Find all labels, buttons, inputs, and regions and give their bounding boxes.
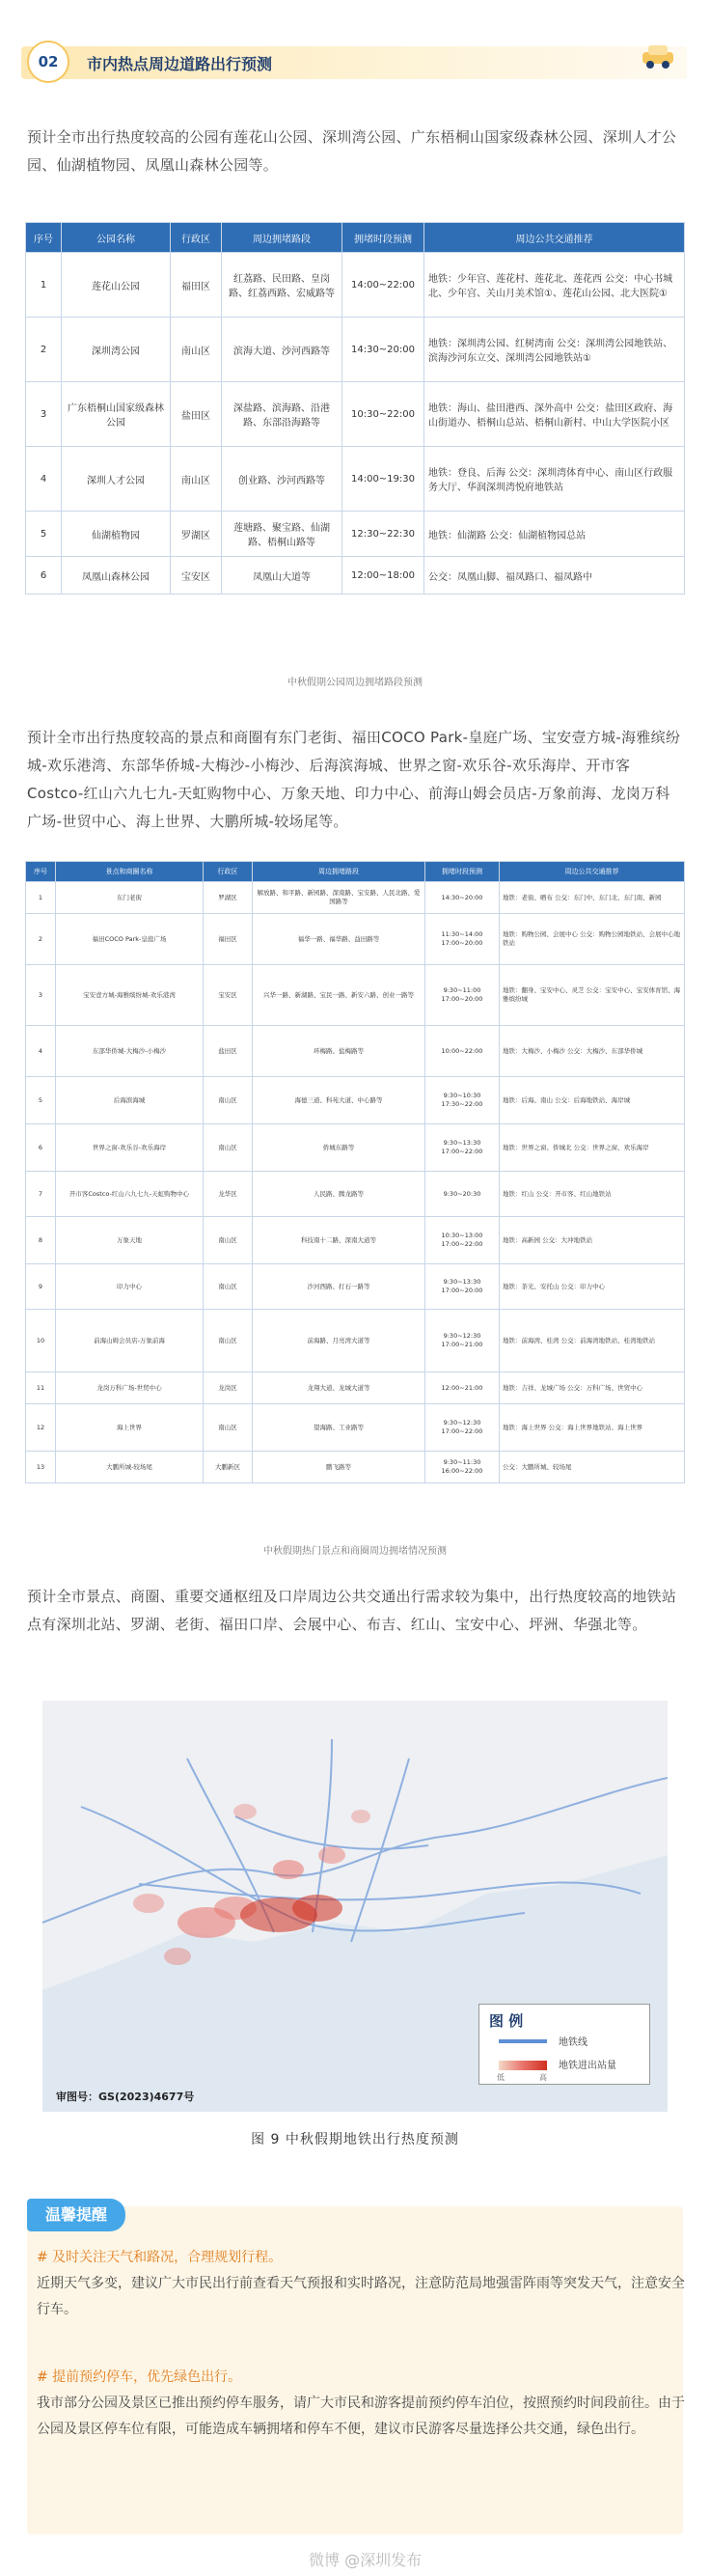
table-caption: 中秋假期热门景点和商圈周边拥堵情况预测	[263, 1546, 447, 1557]
col-header: 行政区	[204, 862, 253, 882]
metro-line-swatch	[499, 2039, 547, 2043]
table-row	[26, 1310, 685, 1372]
cell: 福田区	[204, 914, 253, 965]
table-header-row	[26, 862, 685, 882]
cell: 地铁：海上世界 公交：海上世界地铁站、海上世界	[500, 1404, 685, 1452]
watermark: 微博 @深圳发布	[309, 2551, 423, 2569]
cell: 7	[26, 1172, 56, 1217]
table-row	[26, 557, 685, 595]
cell: 9	[26, 1264, 56, 1310]
cell: 南山区	[204, 1264, 253, 1310]
cell: 8	[26, 1217, 56, 1264]
cell: 地铁：红山 公交：开市客、红山地铁站	[500, 1172, 685, 1217]
cell: 宝安区	[204, 965, 253, 1026]
section-header	[21, 41, 687, 85]
table-row	[26, 382, 685, 447]
map-approval-number: 审图号：GS(2023)4677号	[56, 2091, 195, 2103]
map-legend	[478, 2004, 650, 2085]
cell: 9:30~20:30	[425, 1172, 500, 1217]
col-header: 拥堵时段预测	[425, 862, 500, 882]
cell: 1	[26, 253, 62, 318]
table-header-row	[26, 223, 685, 253]
cell: 14:30~20:00	[425, 882, 500, 914]
cell: 4	[26, 1026, 56, 1077]
cell: 滨海大道、沙河西路等	[222, 318, 342, 382]
map-caption: 图 9 中秋假期地铁出行热度预测	[251, 2132, 459, 2147]
table-row	[26, 1077, 685, 1124]
cell: 凤凰山大道等	[222, 557, 342, 595]
metro-heat-map	[42, 1701, 668, 2112]
cell: 莲塘路、聚宝路、仙湖路、梧桐山路等	[222, 512, 342, 557]
table-row	[26, 1217, 685, 1264]
cell: 红荔路、民田路、皇岗路、红荔西路、宏威路等	[222, 253, 342, 318]
cell: 宝安区	[171, 557, 222, 595]
cell: 3	[26, 382, 62, 447]
cell: 人民路、腾龙路等	[253, 1172, 425, 1217]
cell: 科技南十二路、深南大道等	[253, 1217, 425, 1264]
cell: 10	[26, 1310, 56, 1372]
cell: 仙湖植物园	[62, 512, 171, 557]
cell: 地铁：深圳湾公园、红树湾南 公交：深圳湾公园地铁站、滨海沙河东立交、深圳湾公园地铁站①	[424, 318, 685, 382]
col-header: 序号	[26, 862, 56, 882]
table-row	[26, 1026, 685, 1077]
cell: 大鹏所城-较场尾	[56, 1452, 204, 1483]
cell: 5	[26, 512, 62, 557]
cell: 地铁：后海、南山 公交：后海地铁站、海岸城	[500, 1077, 685, 1124]
cell: 广东梧桐山国家级森林公园	[62, 382, 171, 447]
cell: 开市客Costco-红山六九七九-天虹购物中心	[56, 1172, 204, 1217]
cell: 地铁：世界之窗、侨城北 公交：世界之窗、欢乐海岸	[500, 1124, 685, 1172]
cell: 11:30~14:00 17:00~20:00	[425, 914, 500, 965]
cell: 盐田区	[204, 1026, 253, 1077]
cell: 龙岗万科广场-世贸中心	[56, 1372, 204, 1404]
cell: 地铁：翻身、宝安中心、灵芝 公交：宝安中心、宝安体育馆、海雅缤纷城	[500, 965, 685, 1026]
cell: 望海路、工业路等	[253, 1404, 425, 1452]
cell: 深盐路、滨海路、沿港路、东部沿海路等	[222, 382, 342, 447]
cell: 地铁：购物公园、会展中心 公交：购物公园地铁站、会展中心地铁站	[500, 914, 685, 965]
cell: 南山区	[204, 1124, 253, 1172]
cell: 莲花山公园	[62, 253, 171, 318]
cell: 9:30~11:30 16:00~22:00	[425, 1452, 500, 1483]
cell: 南山区	[204, 1217, 253, 1264]
tips-tag: 温馨提醒	[27, 2199, 125, 2231]
cell: 大鹏新区	[204, 1452, 253, 1483]
table-row	[26, 1452, 685, 1483]
cell: 兴华一路、新湖路、宝民一路、新安六路、创业一路等	[253, 965, 425, 1026]
cell: 地铁：老街、晒布 公交：东门中、东门北、东门南、新园	[500, 882, 685, 914]
cell: 龙华区	[204, 1172, 253, 1217]
cell: 10:00~22:00	[425, 1026, 500, 1077]
cell: 凤凰山森林公园	[62, 557, 171, 595]
cell: 10:30~13:00 17:00~22:00	[425, 1217, 500, 1264]
cell: 地铁：前海湾、桂湾 公交：前海湾地铁站、桂湾地铁站	[500, 1310, 685, 1372]
cell: 公交：大鹏所城、较场尾	[500, 1452, 685, 1483]
parks-table	[25, 222, 685, 595]
cell: 2	[26, 318, 62, 382]
cell: 12:00~21:00	[425, 1372, 500, 1404]
intro-parks: 预计全市出行热度较高的公园有莲花山公园、深圳湾公园、广东梧桐山国家级森林公园、深圳人才公园、仙湖植物园、凤凰山森林公园等。	[27, 128, 677, 174]
cell: 南山区	[171, 447, 222, 512]
cell: 后海滨海城	[56, 1077, 204, 1124]
cell: 14:30~20:00	[342, 318, 424, 382]
cell: 龙翔大道、龙城大道等	[253, 1372, 425, 1404]
cell: 5	[26, 1077, 56, 1124]
cell: 鹏飞路等	[253, 1452, 425, 1483]
cell: 东门老街	[56, 882, 204, 914]
cell: 地铁：海山、盐田港西、深外高中 公交：盐田区政府、海山街道办、梧桐山总站、梧桐山新村、中山大学医院小区	[424, 382, 685, 447]
heat-gradient-swatch	[499, 2061, 547, 2070]
cell: 地铁：仙湖路 公交：仙湖植物园总站	[424, 512, 685, 557]
cell: 解放路、和平路、新园路、深南路、宝安路、人民北路、爱国路等	[253, 882, 425, 914]
tip-1-heading: # 及时关注天气和路况，合理规划行程。	[37, 2250, 283, 2265]
col-header: 行政区	[171, 223, 222, 253]
cell: 南山区	[171, 318, 222, 382]
col-header: 序号	[26, 223, 62, 253]
cell: 东部华侨城-大梅沙-小梅沙	[56, 1026, 204, 1077]
cell: 11	[26, 1372, 56, 1404]
cell: 印力中心	[56, 1264, 204, 1310]
col-header: 周边拥堵路段	[222, 223, 342, 253]
section-title: 市内热点周边道路出行预测	[87, 55, 273, 73]
cell: 南山区	[204, 1077, 253, 1124]
table-row	[26, 914, 685, 965]
cell: 1	[26, 882, 56, 914]
intro-metro: 预计全市景点、商圈、重要交通枢纽及口岸周边公共交通出行需求较为集中，出行热度较高的地铁站点有深圳北站、罗湖、老街、福田口岸、会展中心、布吉、红山、宝安中心、坪洲、华强北等。	[27, 1588, 677, 1633]
cell: 6	[26, 557, 62, 595]
cell: 海上世界	[56, 1404, 204, 1452]
cell: 深圳人才公园	[62, 447, 171, 512]
table-row	[26, 1404, 685, 1452]
cell: 公交：凤凰山脚、福凤路口、福凤路中	[424, 557, 685, 595]
cell: 宝安壹方城-海雅缤纷城-欢乐港湾	[56, 965, 204, 1026]
cell: 罗湖区	[171, 512, 222, 557]
cell: 地铁：吉祥、龙城广场 公交：万科广场、世贸中心	[500, 1372, 685, 1404]
cell: 地铁：大梅沙、小梅沙 公交：大梅沙、东部华侨城	[500, 1026, 685, 1077]
table-row	[26, 318, 685, 382]
legend-high: 高	[539, 2073, 547, 2082]
legend-heat-label: 地铁进出站量	[559, 2061, 616, 2071]
legend-low: 低	[497, 2073, 505, 2082]
tips-box	[27, 2206, 683, 2534]
cell: 14:00~19:30	[342, 447, 424, 512]
cell: 世界之窗-欢乐谷-欢乐海岸	[56, 1124, 204, 1172]
col-header: 公园名称	[62, 223, 171, 253]
table-row	[26, 1264, 685, 1310]
cell: 海德三道、科苑大道、中心路等	[253, 1077, 425, 1124]
scenic-table	[25, 861, 685, 1483]
cell: 9:30~13:30 17:00~20:00	[425, 1264, 500, 1310]
col-header: 景点和商圈名称	[56, 862, 204, 882]
cell: 2	[26, 914, 56, 965]
cell: 南山区	[204, 1310, 253, 1372]
cell: 前海路、月亮湾大道等	[253, 1310, 425, 1372]
cell: 地铁：高新园 公交：大冲地铁站	[500, 1217, 685, 1264]
cell: 地铁：少年宫、莲花村、莲花北、莲花西 公交：中心书城北、少年宫、关山月美术馆①、莲花山公园、北大医院①	[424, 253, 685, 318]
cell: 万象天地	[56, 1217, 204, 1264]
cell: 盐田区	[171, 382, 222, 447]
cell: 罗湖区	[204, 882, 253, 914]
cell: 14:00~22:00	[342, 253, 424, 318]
table-caption: 中秋假期公园周边拥堵路段预测	[287, 678, 423, 688]
tip-2	[37, 2365, 685, 2443]
cell: 环梅路、盐梅路等	[253, 1026, 425, 1077]
cell: 9:30~11:00 17:00~20:00	[425, 965, 500, 1026]
cell: 沙河西路、打石一路等	[253, 1264, 425, 1310]
cell: 南山区	[204, 1404, 253, 1452]
tip-2-heading: # 提前预约停车，优先绿色出行。	[37, 2369, 242, 2385]
cell: 9:30~13:30 17:00~22:00	[425, 1124, 500, 1172]
cell: 侨城东路等	[253, 1124, 425, 1172]
tip-1	[37, 2245, 685, 2323]
col-header: 周边公共交通推荐	[500, 862, 685, 882]
cell: 4	[26, 447, 62, 512]
table-row	[26, 253, 685, 318]
cell: 前海山姆会员店-万象前海	[56, 1310, 204, 1372]
table-row	[26, 1172, 685, 1217]
table-row	[26, 882, 685, 914]
car-icon	[637, 35, 679, 77]
intro-scenic: 预计全市出行热度较高的景点和商圈有东门老街、福田COCO Park-皇庭广场、宝安壹方城-海雅缤纷城-欢乐港湾、东部华侨城-大梅沙-小梅沙、后海滨海城、世界之窗-欢乐谷-欢乐海岸、开市客Costco-红山六九七九-天虹购物中心、万象天地、印力中心、前海山姆会员店-万象前海、龙岗万科广场-世贸中心、海上世界、大鹏所城-较场尾等。	[27, 729, 681, 830]
col-header: 拥堵时段预测	[342, 223, 424, 253]
table-row	[26, 1124, 685, 1172]
table-row	[26, 965, 685, 1026]
legend-title: 图 例	[489, 2012, 524, 2030]
table-row	[26, 512, 685, 557]
cell: 龙岗区	[204, 1372, 253, 1404]
cell: 9:30~10:30 17:30~22:00	[425, 1077, 500, 1124]
cell: 福田区	[171, 253, 222, 318]
cell: 深圳湾公园	[62, 318, 171, 382]
cell: 9:30~12:30 17:00~22:00	[425, 1404, 500, 1452]
cell: 12:00~18:00	[342, 557, 424, 595]
cell: 10:30~22:00	[342, 382, 424, 447]
cell: 福田COCO Park-皇庭广场	[56, 914, 204, 965]
legend-metro-label: 地铁线	[559, 2037, 587, 2048]
cell: 12:30~22:30	[342, 512, 424, 557]
tip-2-body: 我市部分公园及景区已推出预约停车服务，请广大市民和游客提前预约停车泊位，按照预约时间段前往。由于公园及景区停车位有限，可能造成车辆拥堵和停车不便，建议市民游客尽量选择公共交通，绿色出行。	[37, 2396, 685, 2437]
cell: 创业路、沙河西路等	[222, 447, 342, 512]
cell: 12	[26, 1404, 56, 1452]
cell: 福华一路、福华路、益田路等	[253, 914, 425, 965]
tip-1-body: 近期天气多变，建议广大市民出行前查看天气预报和实时路况，注意防范局地强雷阵雨等突发天气，注意安全行车。	[37, 2276, 685, 2317]
section-number: 02	[27, 41, 69, 83]
table-row	[26, 447, 685, 512]
cell: 地铁：茶光、安托山 公交：印力中心	[500, 1264, 685, 1310]
cell: 9:30~12:30 17:00~21:00	[425, 1310, 500, 1372]
cell: 6	[26, 1124, 56, 1172]
col-header: 周边公共交通推荐	[424, 223, 685, 253]
col-header: 周边拥堵路段	[253, 862, 425, 882]
cell: 13	[26, 1452, 56, 1483]
table-row	[26, 1372, 685, 1404]
cell: 3	[26, 965, 56, 1026]
cell: 地铁：登良、后海 公交：深圳湾体育中心、南山区行政服务大厅、华润深圳湾悦府地铁站	[424, 447, 685, 512]
